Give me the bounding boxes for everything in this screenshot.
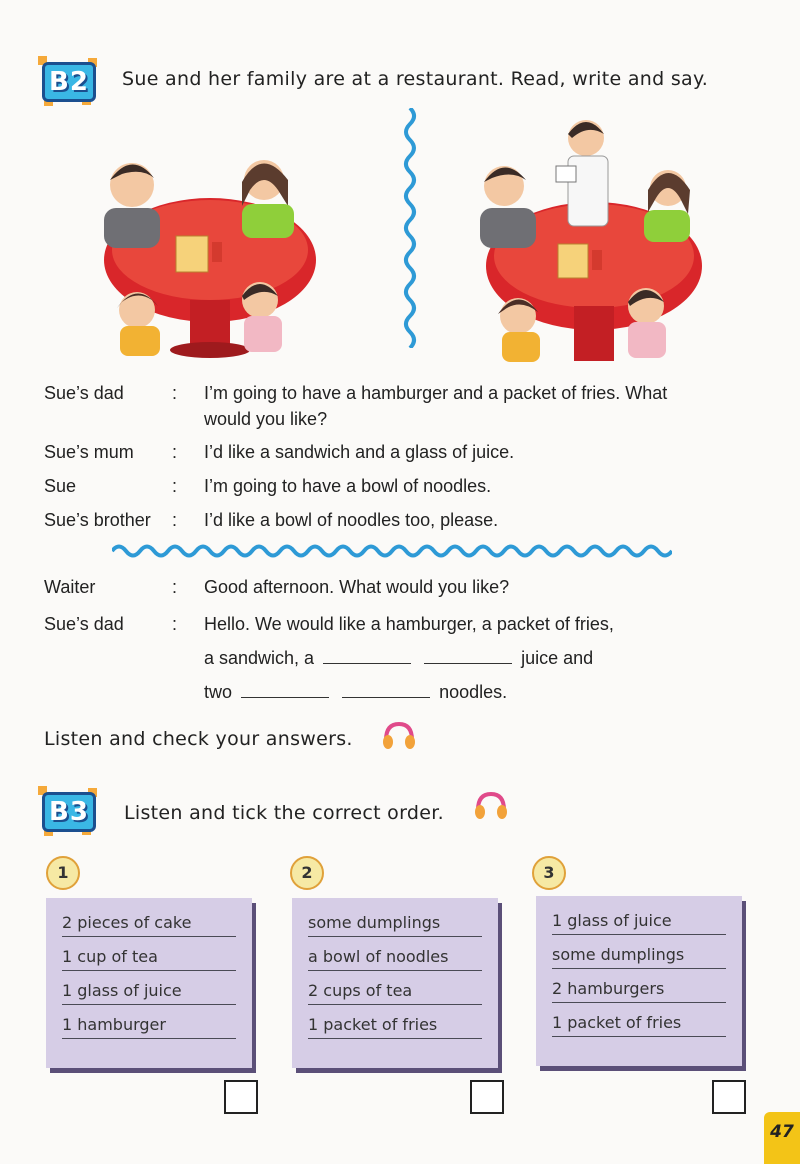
order-item: 1 glass of juice xyxy=(552,908,726,935)
answer-blank[interactable] xyxy=(241,681,329,698)
page-number-tab xyxy=(764,1112,800,1164)
fill-in-line xyxy=(204,679,744,705)
option-number: 1 xyxy=(46,856,80,890)
order-item: 1 glass of juice xyxy=(62,978,236,1005)
fill-text: noodles. xyxy=(439,682,508,702)
b3-instruction: Listen and tick the correct order. xyxy=(124,802,444,824)
order-item: 2 cups of tea xyxy=(308,978,482,1005)
speaker: Sue xyxy=(44,476,77,496)
badge-label: B3 xyxy=(42,792,96,832)
fill-text: a sandwich, a xyxy=(204,648,315,668)
colon: : xyxy=(172,442,178,462)
order-item: 1 packet of fries xyxy=(308,1012,482,1039)
section-badge-b2 xyxy=(38,56,100,106)
listen-check-instruction: Listen and check your answers. xyxy=(44,728,353,750)
order-card xyxy=(536,896,742,1066)
colon: : xyxy=(172,577,178,597)
dialogue-line: I’m going to have a bowl of noodles. xyxy=(204,476,492,496)
dialogue-line: Good afternoon. What would you like? xyxy=(204,577,510,597)
order-item: 1 hamburger xyxy=(62,1012,236,1039)
speaker: Sue’s mum xyxy=(44,442,134,462)
colon: : xyxy=(172,476,178,496)
badge-label: B2 xyxy=(42,62,96,102)
speaker: Sue’s dad xyxy=(44,614,124,634)
option-number: 3 xyxy=(532,856,566,890)
b2-instruction: Sue and her family are at a restaurant. Read, write and say. xyxy=(122,68,709,90)
family-table-illustration xyxy=(92,150,322,360)
dialogue-line: I’d like a bowl of noodles too, please. xyxy=(204,510,499,530)
option-number: 2 xyxy=(290,856,324,890)
answer-blank[interactable] xyxy=(424,647,512,664)
tick-box[interactable] xyxy=(224,1080,258,1114)
answer-blank[interactable] xyxy=(342,681,430,698)
order-item: a bowl of noodles xyxy=(308,944,482,971)
section-badge-b3 xyxy=(38,786,100,836)
headphones-icon xyxy=(472,790,510,824)
order-item: 1 packet of fries xyxy=(552,1010,726,1037)
order-item: some dumplings xyxy=(308,910,482,937)
headphones-icon xyxy=(380,720,418,754)
speaker: Sue’s dad xyxy=(44,383,124,403)
order-item: 2 pieces of cake xyxy=(62,910,236,937)
fill-in-line xyxy=(204,645,744,671)
order-item: 1 cup of tea xyxy=(62,944,236,971)
tick-box[interactable] xyxy=(712,1080,746,1114)
order-item: 2 hamburgers xyxy=(552,976,726,1003)
wavy-separator xyxy=(112,542,672,560)
waiter-table-illustration xyxy=(476,116,706,366)
order-item: some dumplings xyxy=(552,942,726,969)
fill-text: juice and xyxy=(521,648,594,668)
colon: : xyxy=(172,614,178,634)
answer-blank[interactable] xyxy=(323,647,411,664)
fill-text: two xyxy=(204,682,233,702)
dialogue-line: I’m going to have a hamburger and a packet of fries. What xyxy=(204,383,668,403)
dialogue-line: I’d like a sandwich and a glass of juice. xyxy=(204,442,515,462)
order-card xyxy=(46,898,252,1068)
page-number: 47 xyxy=(770,1122,794,1142)
colon: : xyxy=(172,383,178,403)
dialogue-line: Hello. We would like a hamburger, a packet of fries, xyxy=(204,614,614,634)
colon: : xyxy=(172,510,178,530)
dialogue-line: would you like? xyxy=(204,409,328,429)
speaker: Sue’s brother xyxy=(44,510,151,530)
order-card xyxy=(292,898,498,1068)
tick-box[interactable] xyxy=(470,1080,504,1114)
wavy-divider xyxy=(398,108,422,348)
speaker: Waiter xyxy=(44,577,96,597)
